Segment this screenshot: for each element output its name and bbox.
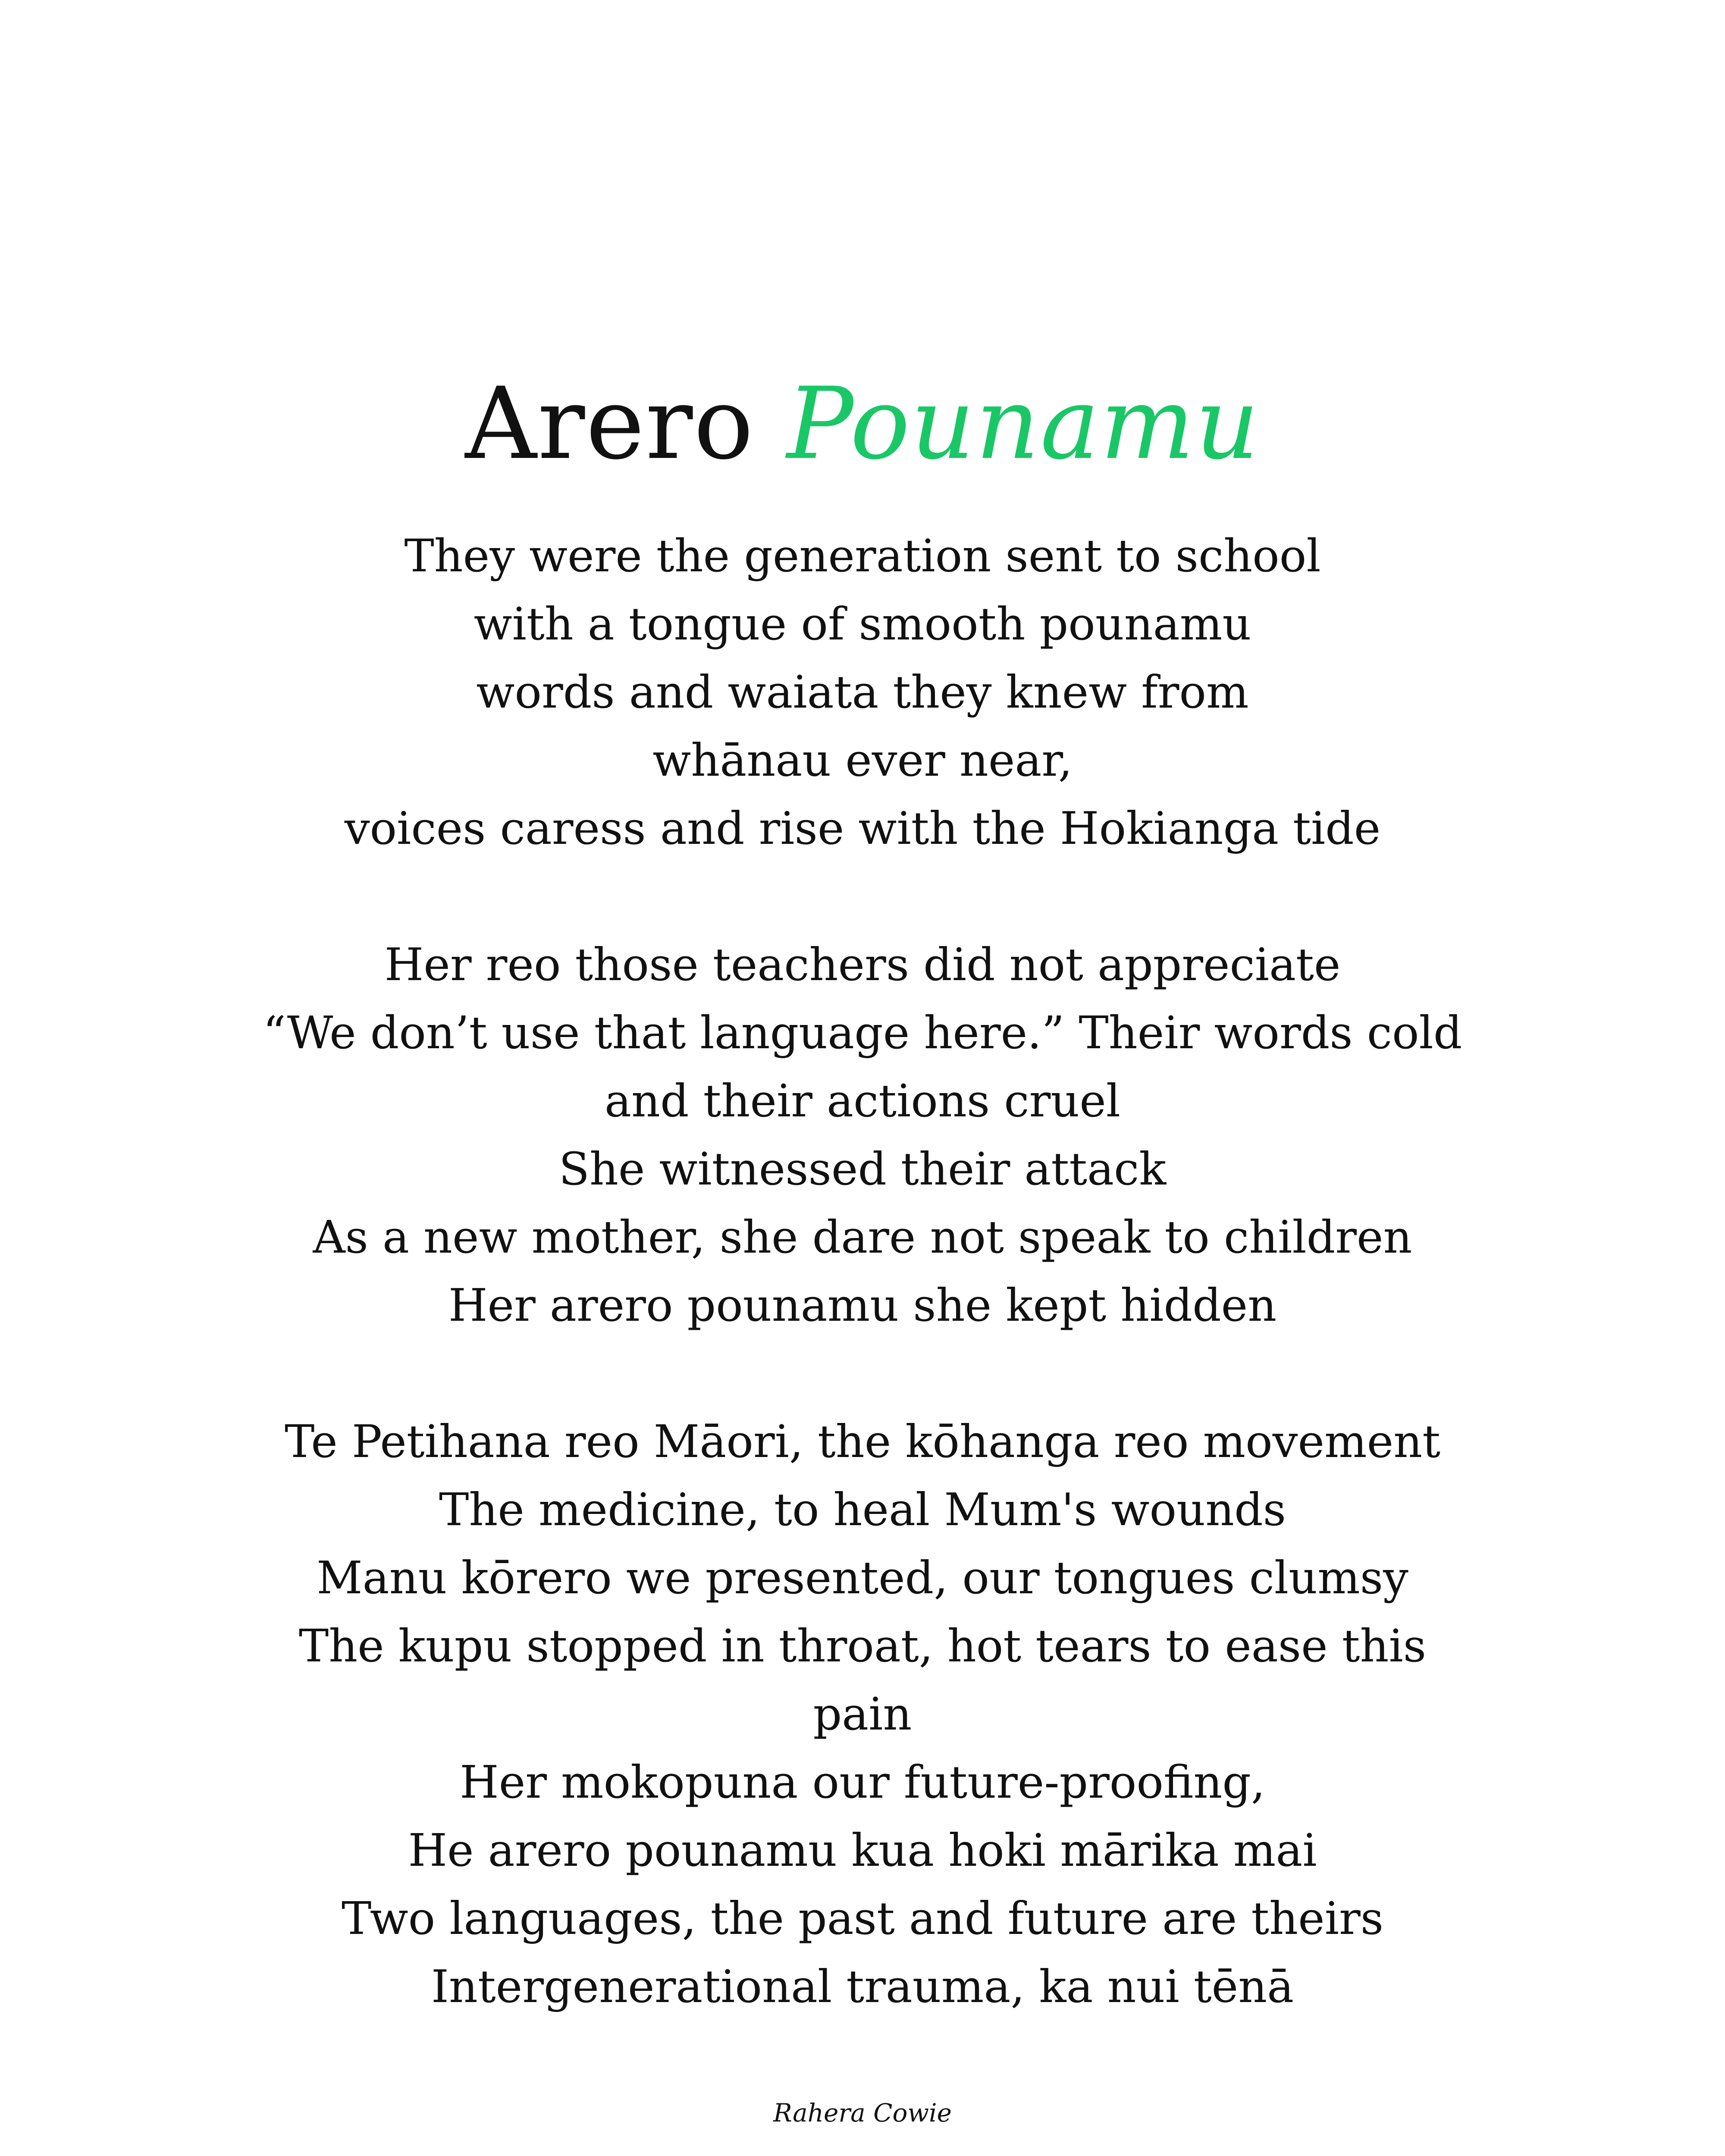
poem-line: Te Petihana reo Māori, the kōhanga reo movement — [285, 1415, 1440, 1468]
poem-line: Intergenerational trauma, ka nui tēnā — [431, 1960, 1294, 2013]
poem-line: and their actions cruel — [604, 1075, 1121, 1127]
poem-line: words and waiata they knew from — [476, 666, 1249, 718]
poem-line: Her mokopuna our future-proofing, — [460, 1756, 1265, 1808]
poem-line: Two languages, the past and future are theirs — [341, 1892, 1384, 1945]
title-main: Arero — [465, 367, 754, 482]
poem-line: The kupu stopped in throat, hot tears to ease this — [298, 1620, 1427, 1672]
poem-line: Her arero pounamu she kept hidden — [448, 1279, 1277, 1332]
poem-line: Her reo those teachers did not appreciate — [384, 938, 1341, 991]
poem-line: He arero pounamu kua hoki mārika mai — [408, 1824, 1317, 1877]
poem-line: She witnessed their attack — [558, 1143, 1167, 1195]
poem-line: whānau ever near, — [652, 734, 1073, 787]
poem-line: As a new mother, she dare not speak to children — [313, 1211, 1412, 1263]
stanza-3 — [216, 1407, 1509, 2021]
poem-body — [216, 522, 1509, 2021]
poem-title — [0, 364, 1725, 485]
author-credit: Rahera Cowie — [773, 2098, 952, 2128]
poem-line: voices caress and rise with the Hokianga tide — [344, 802, 1381, 855]
poem-line: The medicine, to heal Mum's wounds — [439, 1483, 1286, 1536]
title-accent: Pounamu — [787, 367, 1260, 482]
poem-line: with a tongue of smooth pounamu — [474, 598, 1251, 650]
poem-line: Manu kōrero we presented, our tongues clumsy — [317, 1551, 1408, 1604]
poem-line: “We don’t use that language here.” Their words cold — [263, 1006, 1462, 1059]
stanza-2 — [216, 931, 1509, 1339]
poem-line: They were the generation sent to school — [404, 530, 1321, 582]
poem-line: pain — [813, 1688, 912, 1740]
stanza-1 — [216, 522, 1509, 862]
